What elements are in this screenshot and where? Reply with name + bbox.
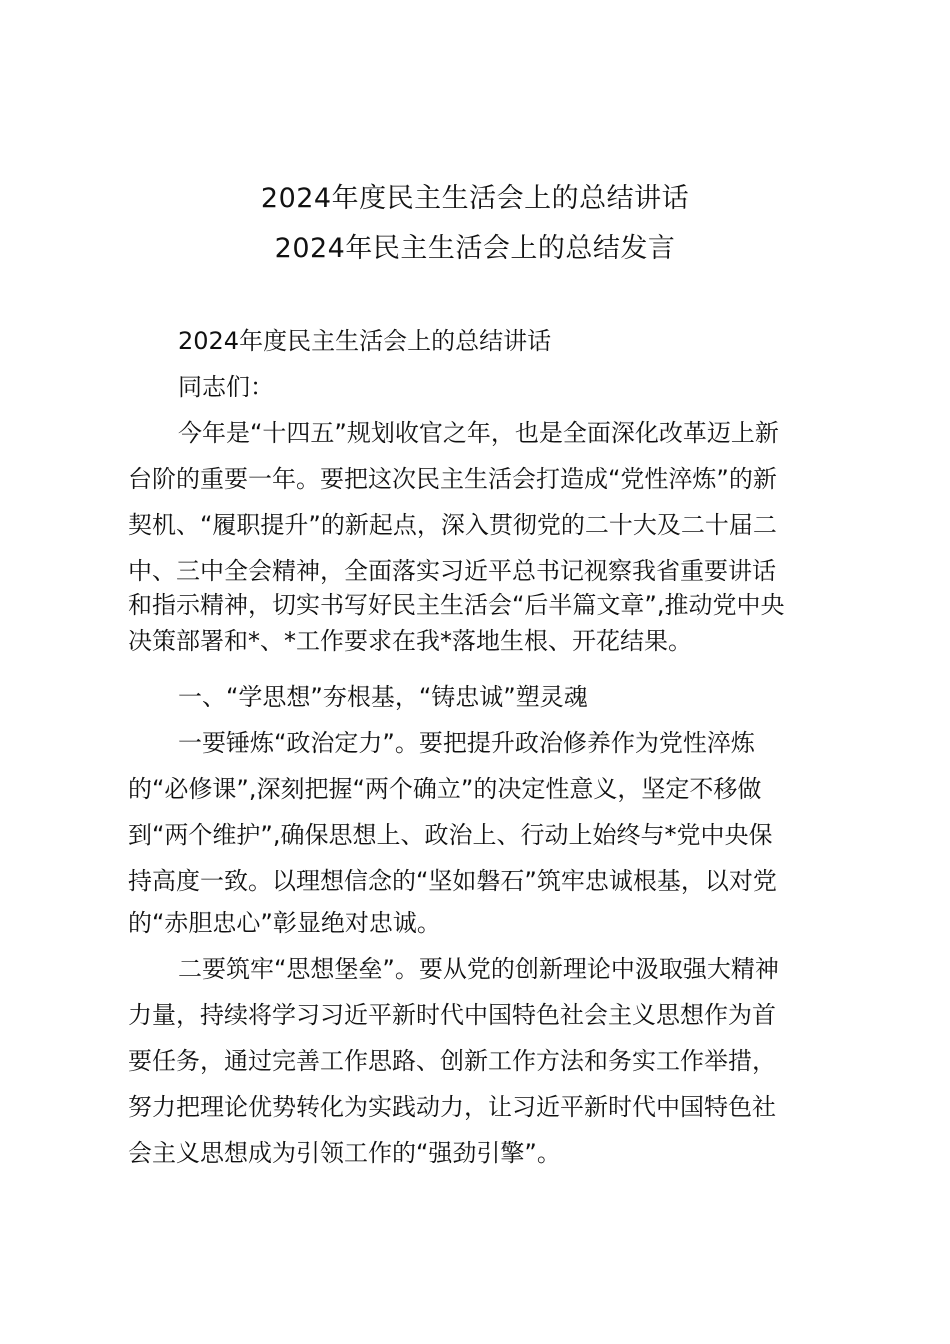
paragraph-line: 努力把理论优势转化为实践动力，让习近平新时代中国特色社 — [128, 1093, 776, 1121]
paragraph-line: 要任务，通过完善工作思路、创新工作方法和务实工作举措， — [128, 1047, 776, 1075]
paragraph-line: 会主义思想成为引领工作的“强劲引擎”。 — [128, 1139, 561, 1167]
paragraph-line: 的“必修课”,深刻把握“两个确立”的决定性意义，坚定不移做 — [128, 775, 762, 803]
paragraph-line: 持高度一致。以理想信念的“坚如磐石”筑牢忠诚根基，以对党 — [128, 867, 777, 895]
paragraph-line: 到“两个维护”,确保思想上、政治上、行动上始终与*党中央保 — [128, 821, 773, 849]
paragraph-line: 台阶的重要一年。要把这次民主生活会打造成“党性淬炼”的新 — [128, 465, 777, 493]
section-heading: 一、“学思想”夯根基，“铸忠诚”塑灵魂 — [178, 683, 588, 711]
paragraph-line: 中、三中全会精神，全面落实习近平总书记视察我省重要讲话 — [128, 557, 776, 585]
section-heading: 2024年度民主生活会上的总结讲话 — [178, 327, 552, 355]
salutation: 同志们： — [178, 373, 274, 401]
document-subtitle: 2024年民主生活会上的总结发言 — [274, 233, 676, 264]
paragraph-line: 的“赤胆忠心”彰显绝对忠诚。 — [128, 909, 441, 937]
paragraph-line: 一要锤炼“政治定力”。要把提升政治修养作为党性淬炼 — [178, 729, 755, 757]
paragraph-line: 契机、“履职提升”的新起点，深入贯彻党的二十大及二十届二 — [128, 511, 777, 539]
paragraph-line: 力量，持续将学习习近平新时代中国特色社会主义思想作为首 — [128, 1001, 776, 1029]
paragraph-line: 今年是“十四五”规划收官之年，也是全面深化改革迈上新 — [178, 419, 779, 447]
paragraph-line: 二要筑牢“思想堡垒”。要从党的创新理论中汲取强大精神 — [178, 955, 779, 983]
paragraph-line: 决策部署和*、*工作要求在我*落地生根、开花结果。 — [128, 627, 692, 655]
document-title: 2024年度民主生活会上的总结讲话 — [260, 183, 690, 214]
paragraph-line: 和指示精神，切实书写好民主生活会“后半篇文章”,推动党中央 — [128, 591, 785, 619]
